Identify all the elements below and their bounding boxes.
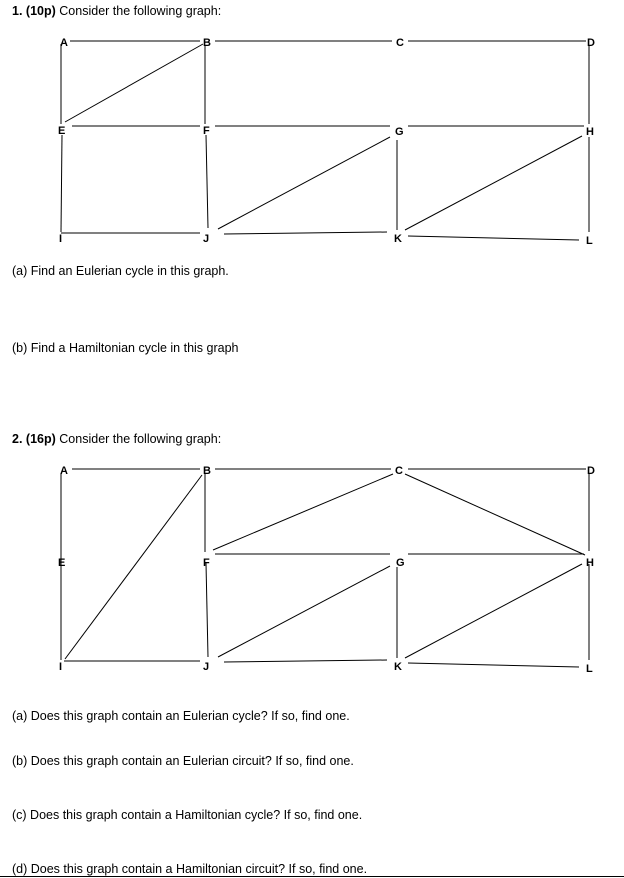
vertex-label-b: B — [203, 465, 211, 477]
vertex-label-k: K — [394, 233, 402, 245]
edge-k-l — [408, 663, 579, 667]
vertex-label-l: L — [586, 235, 593, 247]
vertex-label-k: K — [394, 661, 402, 673]
problem-2-part-c: (c) Does this graph contain a Hamiltonian cycle? If so, find one. — [12, 808, 363, 822]
vertex-label-f: F — [203, 125, 210, 137]
vertex-label-l: L — [586, 663, 593, 675]
vertex-label-g: G — [396, 557, 405, 569]
problem-2-points: (16p) — [25, 432, 56, 446]
page-bottom-rule — [0, 876, 624, 877]
problem-1-part-a: (a) Find an Eulerian cycle in this graph. — [12, 264, 229, 278]
problem-2-part-d: (d) Does this graph contain a Hamiltonian circuit? If so, find one. — [12, 862, 368, 876]
vertex-label-c: C — [395, 465, 403, 477]
vertex-label-b: B — [203, 37, 211, 49]
edge-f-c — [213, 474, 393, 550]
edge-b-i — [65, 475, 202, 659]
problem-2-part-b: (b) Does this graph contain an Eulerian circuit? If so, find one. — [12, 754, 354, 768]
vertex-label-j: J — [203, 661, 210, 673]
edge-h-k — [405, 564, 582, 658]
vertex-label-d: D — [587, 37, 595, 49]
vertex-label-e: E — [58, 125, 66, 137]
problem-2-prompt: Consider the following graph: — [59, 432, 222, 446]
vertex-label-i: I — [59, 233, 63, 245]
problem-2-number: 2. — [12, 432, 23, 446]
vertex-label-j: J — [203, 233, 210, 245]
vertex-label-h: H — [586, 557, 594, 569]
edge-f-j — [206, 563, 208, 657]
vertex-label-a: A — [60, 37, 68, 49]
vertex-label-a: A — [60, 465, 68, 477]
problem-1-part-b: (b) Find a Hamiltonian cycle in this graph — [12, 341, 239, 355]
problem-1-number: 1. — [12, 4, 23, 18]
vertex-label-f: F — [203, 557, 210, 569]
edge-j-k — [224, 660, 387, 662]
problem-1-points: (10p) — [25, 4, 56, 18]
vertex-label-e: E — [58, 557, 66, 569]
edge-c-h — [405, 474, 585, 555]
vertex-label-h: H — [586, 126, 594, 138]
edge-g-j — [218, 566, 390, 657]
problem-1-prompt: Consider the following graph: — [59, 4, 222, 18]
vertex-label-d: D — [587, 465, 595, 477]
problem-2-part-a: (a) Does this graph contain an Eulerian cycle? If so, find one. — [12, 709, 350, 723]
vertex-label-g: G — [395, 126, 404, 138]
vertex-label-i: I — [59, 661, 63, 673]
vertex-label-c: C — [396, 37, 404, 49]
